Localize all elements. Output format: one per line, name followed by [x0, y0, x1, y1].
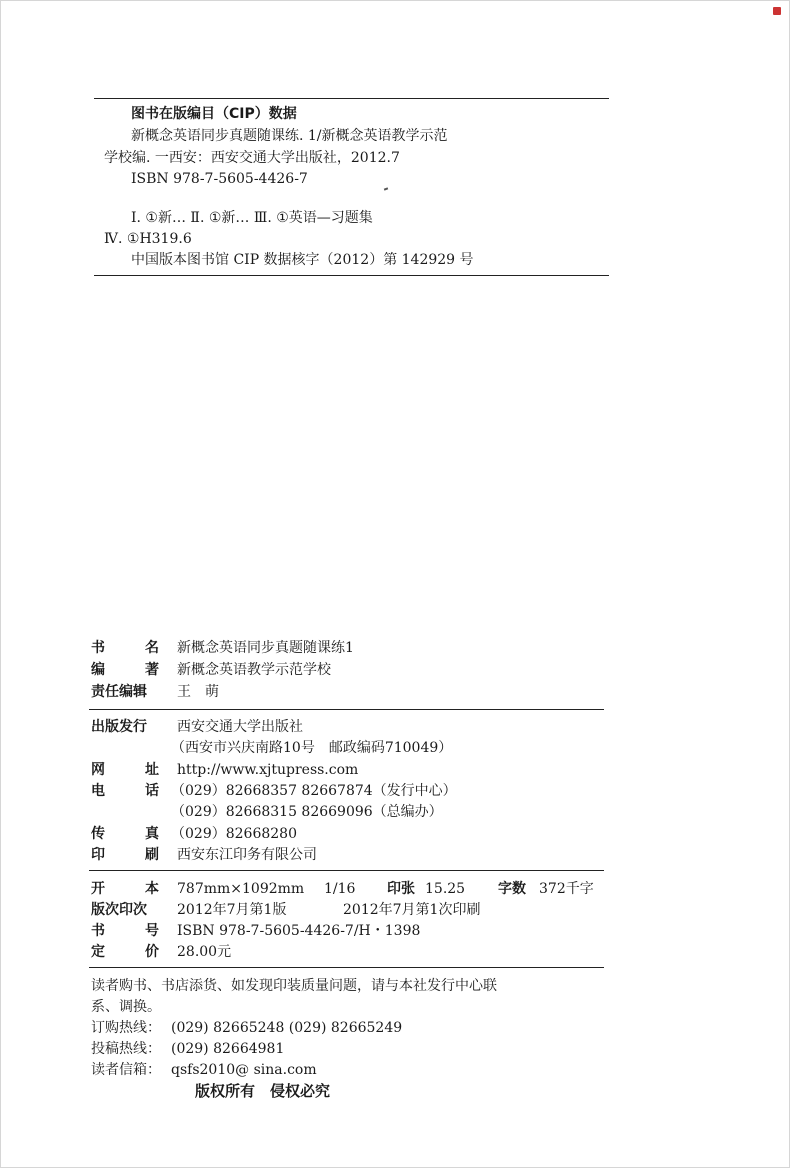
cip-bottom-rule	[94, 275, 609, 276]
printer-label: 印 刷	[91, 847, 159, 863]
reader-mail-label: 读者信箱：	[91, 1062, 161, 1078]
cip-isbn: ISBN 978-7-5605-4426-7	[131, 171, 308, 187]
website-label: 网 址	[91, 762, 159, 778]
printing-value: 2012年7月第1次印刷	[343, 902, 481, 918]
format-value: 787mm×1092mm	[177, 881, 305, 897]
cip-heading: 图书在版编目（CIP）数据	[131, 106, 297, 122]
cip-record-number: 中国版本图书馆 CIP 数据核字（2012）第 142929 号	[131, 252, 474, 268]
info-rule-1	[89, 709, 604, 710]
title-label: 书 名	[91, 640, 159, 656]
info-rule-2	[89, 870, 604, 871]
phone-line-1: （029）82668357 82667874（发行中心）	[171, 783, 457, 799]
cip-classification-1: Ⅰ. ①新… Ⅱ. ①新… Ⅲ. ①英语—习题集	[131, 210, 373, 226]
cip-line-1: 新概念英语同步真题随课练. 1/新概念英语教学示范	[131, 128, 448, 144]
publisher-name: 西安交通大学出版社	[177, 719, 303, 735]
author-value: 新概念英语教学示范学校	[177, 662, 331, 678]
publisher-address: （西安市兴庆南路10号 邮政编码710049）	[171, 740, 453, 756]
cip-classification-2: Ⅳ. ①H319.6	[104, 231, 192, 247]
submission-hotline-value: (029) 82664981	[171, 1041, 285, 1057]
reader-mail-value: qsfs2010@ sina.com	[171, 1062, 317, 1078]
notice-line-1: 读者购书、书店添货、如发现印装质量问题，请与本社发行中心联	[91, 978, 497, 994]
scan-speck	[384, 187, 388, 190]
editor-value: 王 萌	[177, 684, 219, 700]
editor-label: 责任编辑	[91, 684, 147, 700]
cip-top-rule	[94, 98, 609, 99]
info-rule-3	[89, 967, 604, 968]
copyright-notice: 版权所有 侵权必究	[195, 1082, 331, 1100]
words-label: 字数	[498, 881, 526, 897]
price-label: 定 价	[91, 944, 159, 960]
isbn-label: 书 号	[91, 923, 159, 939]
fold-value: 1/16	[324, 881, 356, 897]
words-value: 372千字	[539, 881, 594, 897]
sheets-label: 印张	[387, 881, 415, 897]
format-label: 开 本	[91, 881, 159, 897]
book-title: 新概念英语同步真题随课练1	[177, 640, 354, 656]
cip-line-2: 学校编. 一西安：西安交通大学出版社，2012.7	[104, 150, 400, 166]
phone-label: 电 话	[91, 783, 159, 799]
sheets-value: 15.25	[425, 881, 466, 897]
website-value: http://www.xjtupress.com	[177, 762, 359, 778]
author-label: 编 著	[91, 662, 159, 678]
publisher-label: 出版发行	[91, 719, 147, 735]
corner-mark	[773, 7, 781, 15]
edition-label: 版次印次	[91, 902, 147, 918]
phone-line-2: （029）82668315 82669096（总编办）	[171, 804, 443, 820]
submission-hotline-label: 投稿热线：	[91, 1041, 161, 1057]
fax-value: （029）82668280	[171, 826, 297, 842]
order-hotline-label: 订购热线：	[91, 1020, 161, 1036]
isbn-value: ISBN 978-7-5605-4426-7/H・1398	[177, 923, 421, 939]
fax-label: 传 真	[91, 826, 159, 842]
order-hotline-value: (029) 82665248 (029) 82665249	[171, 1020, 403, 1036]
notice-line-2: 系、调换。	[91, 999, 161, 1015]
price-value: 28.00元	[177, 944, 232, 960]
edition-value: 2012年7月第1版	[177, 902, 287, 918]
printer-value: 西安东江印务有限公司	[177, 847, 317, 863]
